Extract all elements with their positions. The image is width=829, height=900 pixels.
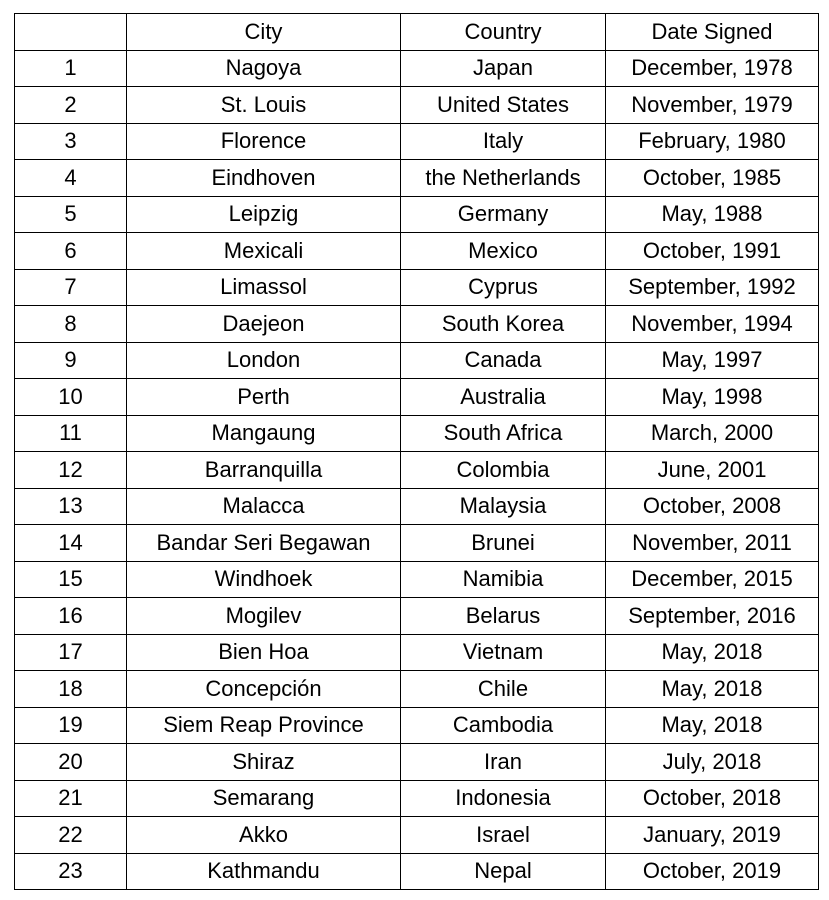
date-signed-cell: January, 2019: [606, 817, 819, 854]
date-signed-cell: October, 1985: [606, 160, 819, 197]
city-cell: Malacca: [127, 488, 401, 525]
row-number: 2: [15, 87, 127, 124]
date-signed-cell: May, 2018: [606, 707, 819, 744]
table-row: [15, 488, 819, 525]
row-number: 16: [15, 598, 127, 635]
city-cell: Siem Reap Province: [127, 707, 401, 744]
table-row: [15, 233, 819, 270]
country-cell: South Korea: [401, 306, 606, 343]
row-number: 13: [15, 488, 127, 525]
table-row: [15, 671, 819, 708]
table-row: [15, 561, 819, 598]
city-cell: Bandar Seri Begawan: [127, 525, 401, 562]
table-header-row: [15, 14, 819, 51]
country-cell: Brunei: [401, 525, 606, 562]
city-cell: Daejeon: [127, 306, 401, 343]
country-cell: Belarus: [401, 598, 606, 635]
row-number: 5: [15, 196, 127, 233]
country-cell: Cambodia: [401, 707, 606, 744]
city-cell: London: [127, 342, 401, 379]
country-cell: Mexico: [401, 233, 606, 270]
table-row: [15, 269, 819, 306]
city-cell: Windhoek: [127, 561, 401, 598]
row-number: 8: [15, 306, 127, 343]
country-cell: Israel: [401, 817, 606, 854]
row-number: 12: [15, 452, 127, 489]
row-number: 11: [15, 415, 127, 452]
date-signed-cell: May, 1988: [606, 196, 819, 233]
country-cell: Colombia: [401, 452, 606, 489]
city-cell: Akko: [127, 817, 401, 854]
date-signed-cell: December, 2015: [606, 561, 819, 598]
country-cell: Iran: [401, 744, 606, 781]
date-signed-cell: October, 2018: [606, 780, 819, 817]
country-cell: South Africa: [401, 415, 606, 452]
header-city: City: [127, 14, 401, 51]
row-number: 6: [15, 233, 127, 270]
country-cell: Japan: [401, 50, 606, 87]
city-cell: Bien Hoa: [127, 634, 401, 671]
country-cell: Namibia: [401, 561, 606, 598]
date-signed-cell: November, 1979: [606, 87, 819, 124]
date-signed-cell: March, 2000: [606, 415, 819, 452]
date-signed-cell: May, 2018: [606, 634, 819, 671]
row-number: 23: [15, 853, 127, 890]
table-row: [15, 123, 819, 160]
table-row: [15, 817, 819, 854]
city-cell: Nagoya: [127, 50, 401, 87]
row-number: 1: [15, 50, 127, 87]
row-number: 7: [15, 269, 127, 306]
row-number: 22: [15, 817, 127, 854]
date-signed-cell: December, 1978: [606, 50, 819, 87]
city-cell: Mogilev: [127, 598, 401, 635]
city-cell: Perth: [127, 379, 401, 416]
date-signed-cell: May, 2018: [606, 671, 819, 708]
row-number: 21: [15, 780, 127, 817]
country-cell: Indonesia: [401, 780, 606, 817]
city-cell: Mangaung: [127, 415, 401, 452]
table-body: [15, 50, 819, 890]
city-cell: St. Louis: [127, 87, 401, 124]
table-row: [15, 853, 819, 890]
row-number: 20: [15, 744, 127, 781]
city-cell: Concepción: [127, 671, 401, 708]
date-signed-cell: September, 2016: [606, 598, 819, 635]
city-cell: Semarang: [127, 780, 401, 817]
table-row: [15, 780, 819, 817]
row-number: 19: [15, 707, 127, 744]
city-cell: Eindhoven: [127, 160, 401, 197]
table-row: [15, 598, 819, 635]
table-row: [15, 342, 819, 379]
table-row: [15, 50, 819, 87]
table-row: [15, 160, 819, 197]
sister-cities-table-container: [14, 13, 819, 890]
header-date-signed: Date Signed: [606, 14, 819, 51]
date-signed-cell: October, 1991: [606, 233, 819, 270]
row-number: 17: [15, 634, 127, 671]
date-signed-cell: November, 1994: [606, 306, 819, 343]
header-country: Country: [401, 14, 606, 51]
row-number: 10: [15, 379, 127, 416]
city-cell: Limassol: [127, 269, 401, 306]
table-row: [15, 87, 819, 124]
city-cell: Mexicali: [127, 233, 401, 270]
table-row: [15, 196, 819, 233]
country-cell: Germany: [401, 196, 606, 233]
country-cell: Australia: [401, 379, 606, 416]
country-cell: Italy: [401, 123, 606, 160]
city-cell: Leipzig: [127, 196, 401, 233]
table-row: [15, 634, 819, 671]
date-signed-cell: June, 2001: [606, 452, 819, 489]
row-number: 15: [15, 561, 127, 598]
country-cell: Cyprus: [401, 269, 606, 306]
row-number: 18: [15, 671, 127, 708]
sister-cities-table: [14, 13, 819, 890]
table-row: [15, 415, 819, 452]
table-row: [15, 744, 819, 781]
table-row: [15, 452, 819, 489]
date-signed-cell: October, 2019: [606, 853, 819, 890]
date-signed-cell: May, 1998: [606, 379, 819, 416]
country-cell: Chile: [401, 671, 606, 708]
country-cell: the Netherlands: [401, 160, 606, 197]
date-signed-cell: October, 2008: [606, 488, 819, 525]
country-cell: Nepal: [401, 853, 606, 890]
city-cell: Shiraz: [127, 744, 401, 781]
row-number: 3: [15, 123, 127, 160]
table-row: [15, 379, 819, 416]
date-signed-cell: May, 1997: [606, 342, 819, 379]
row-number: 9: [15, 342, 127, 379]
city-cell: Kathmandu: [127, 853, 401, 890]
country-cell: United States: [401, 87, 606, 124]
row-number: 14: [15, 525, 127, 562]
header-number: [15, 14, 127, 51]
city-cell: Barranquilla: [127, 452, 401, 489]
country-cell: Vietnam: [401, 634, 606, 671]
city-cell: Florence: [127, 123, 401, 160]
table-row: [15, 306, 819, 343]
date-signed-cell: November, 2011: [606, 525, 819, 562]
row-number: 4: [15, 160, 127, 197]
date-signed-cell: February, 1980: [606, 123, 819, 160]
date-signed-cell: July, 2018: [606, 744, 819, 781]
country-cell: Canada: [401, 342, 606, 379]
table-row: [15, 525, 819, 562]
country-cell: Malaysia: [401, 488, 606, 525]
table-row: [15, 707, 819, 744]
date-signed-cell: September, 1992: [606, 269, 819, 306]
